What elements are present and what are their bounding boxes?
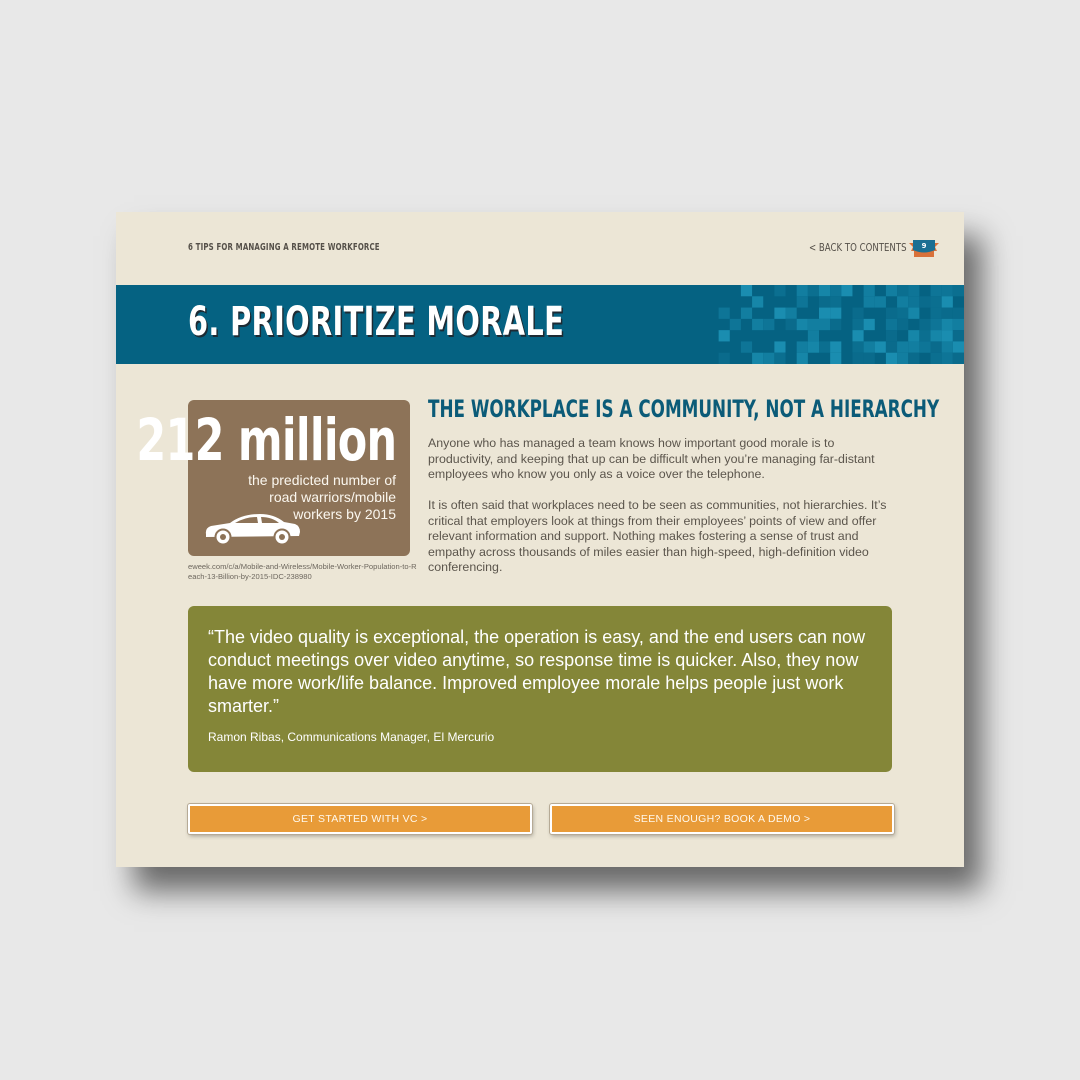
get-started-button[interactable]: GET STARTED WITH VC >: [188, 804, 532, 834]
section-heading: THE WORKPLACE IS A COMMUNITY, NOT A HIERARCHY: [428, 395, 940, 423]
statistic-source: eweek.com/c/a/Mobile-and-Wireless/Mobile-Worker-Population-to-Reach-13-Billion-by-2015-IDC-238980: [188, 562, 417, 581]
banner-title: 6. PRIORITIZE MORALE: [188, 299, 565, 345]
body-paragraph-1: Anyone who has managed a team knows how important good morale is to productivity, and keeping that up can be difficult when you’re managing far-distant employees who know you only as a voice over the telephone.: [428, 436, 875, 481]
page-number: 9: [921, 242, 927, 250]
section-banner: [116, 285, 964, 364]
body-paragraph-2: It is often said that workplaces need to be seen as communities, not hierarchies. It’s critical that employers look at things from their employees’ points of view and offer relevant information and support. Nothing makes fostering a sense of trust and empathy across thousands of miles easier than high-speed, high-definition video conferencing.: [428, 498, 887, 574]
statistic-box: [135, 400, 410, 556]
back-to-contents-link[interactable]: < BACK TO CONTENTS: [809, 241, 907, 254]
car-icon: [202, 508, 302, 546]
document-page: [116, 212, 964, 867]
testimonial-attribution: Ramon Ribas, Communications Manager, El Mercurio: [208, 730, 495, 744]
book-demo-button[interactable]: SEEN ENOUGH? BOOK A DEMO >: [550, 804, 894, 834]
statistic-caption: the predicted number of road warriors/mobile workers by 2015: [248, 472, 396, 522]
testimonial-box: [188, 606, 892, 772]
testimonial-quote: “The video quality is exceptional, the operation is easy, and the end users can now conduct meetings over video anytime, so response time is quicker. Also, they now have more work/life balance. Improved employee morale helps people just work smarter.”: [208, 627, 866, 716]
statistic-number: 212 million: [135, 406, 396, 474]
banner-pixel-pattern: [674, 285, 964, 364]
document-title: 6 TIPS FOR MANAGING A REMOTE WORKFORCE: [188, 242, 380, 253]
page-badge-icon: [909, 238, 939, 260]
